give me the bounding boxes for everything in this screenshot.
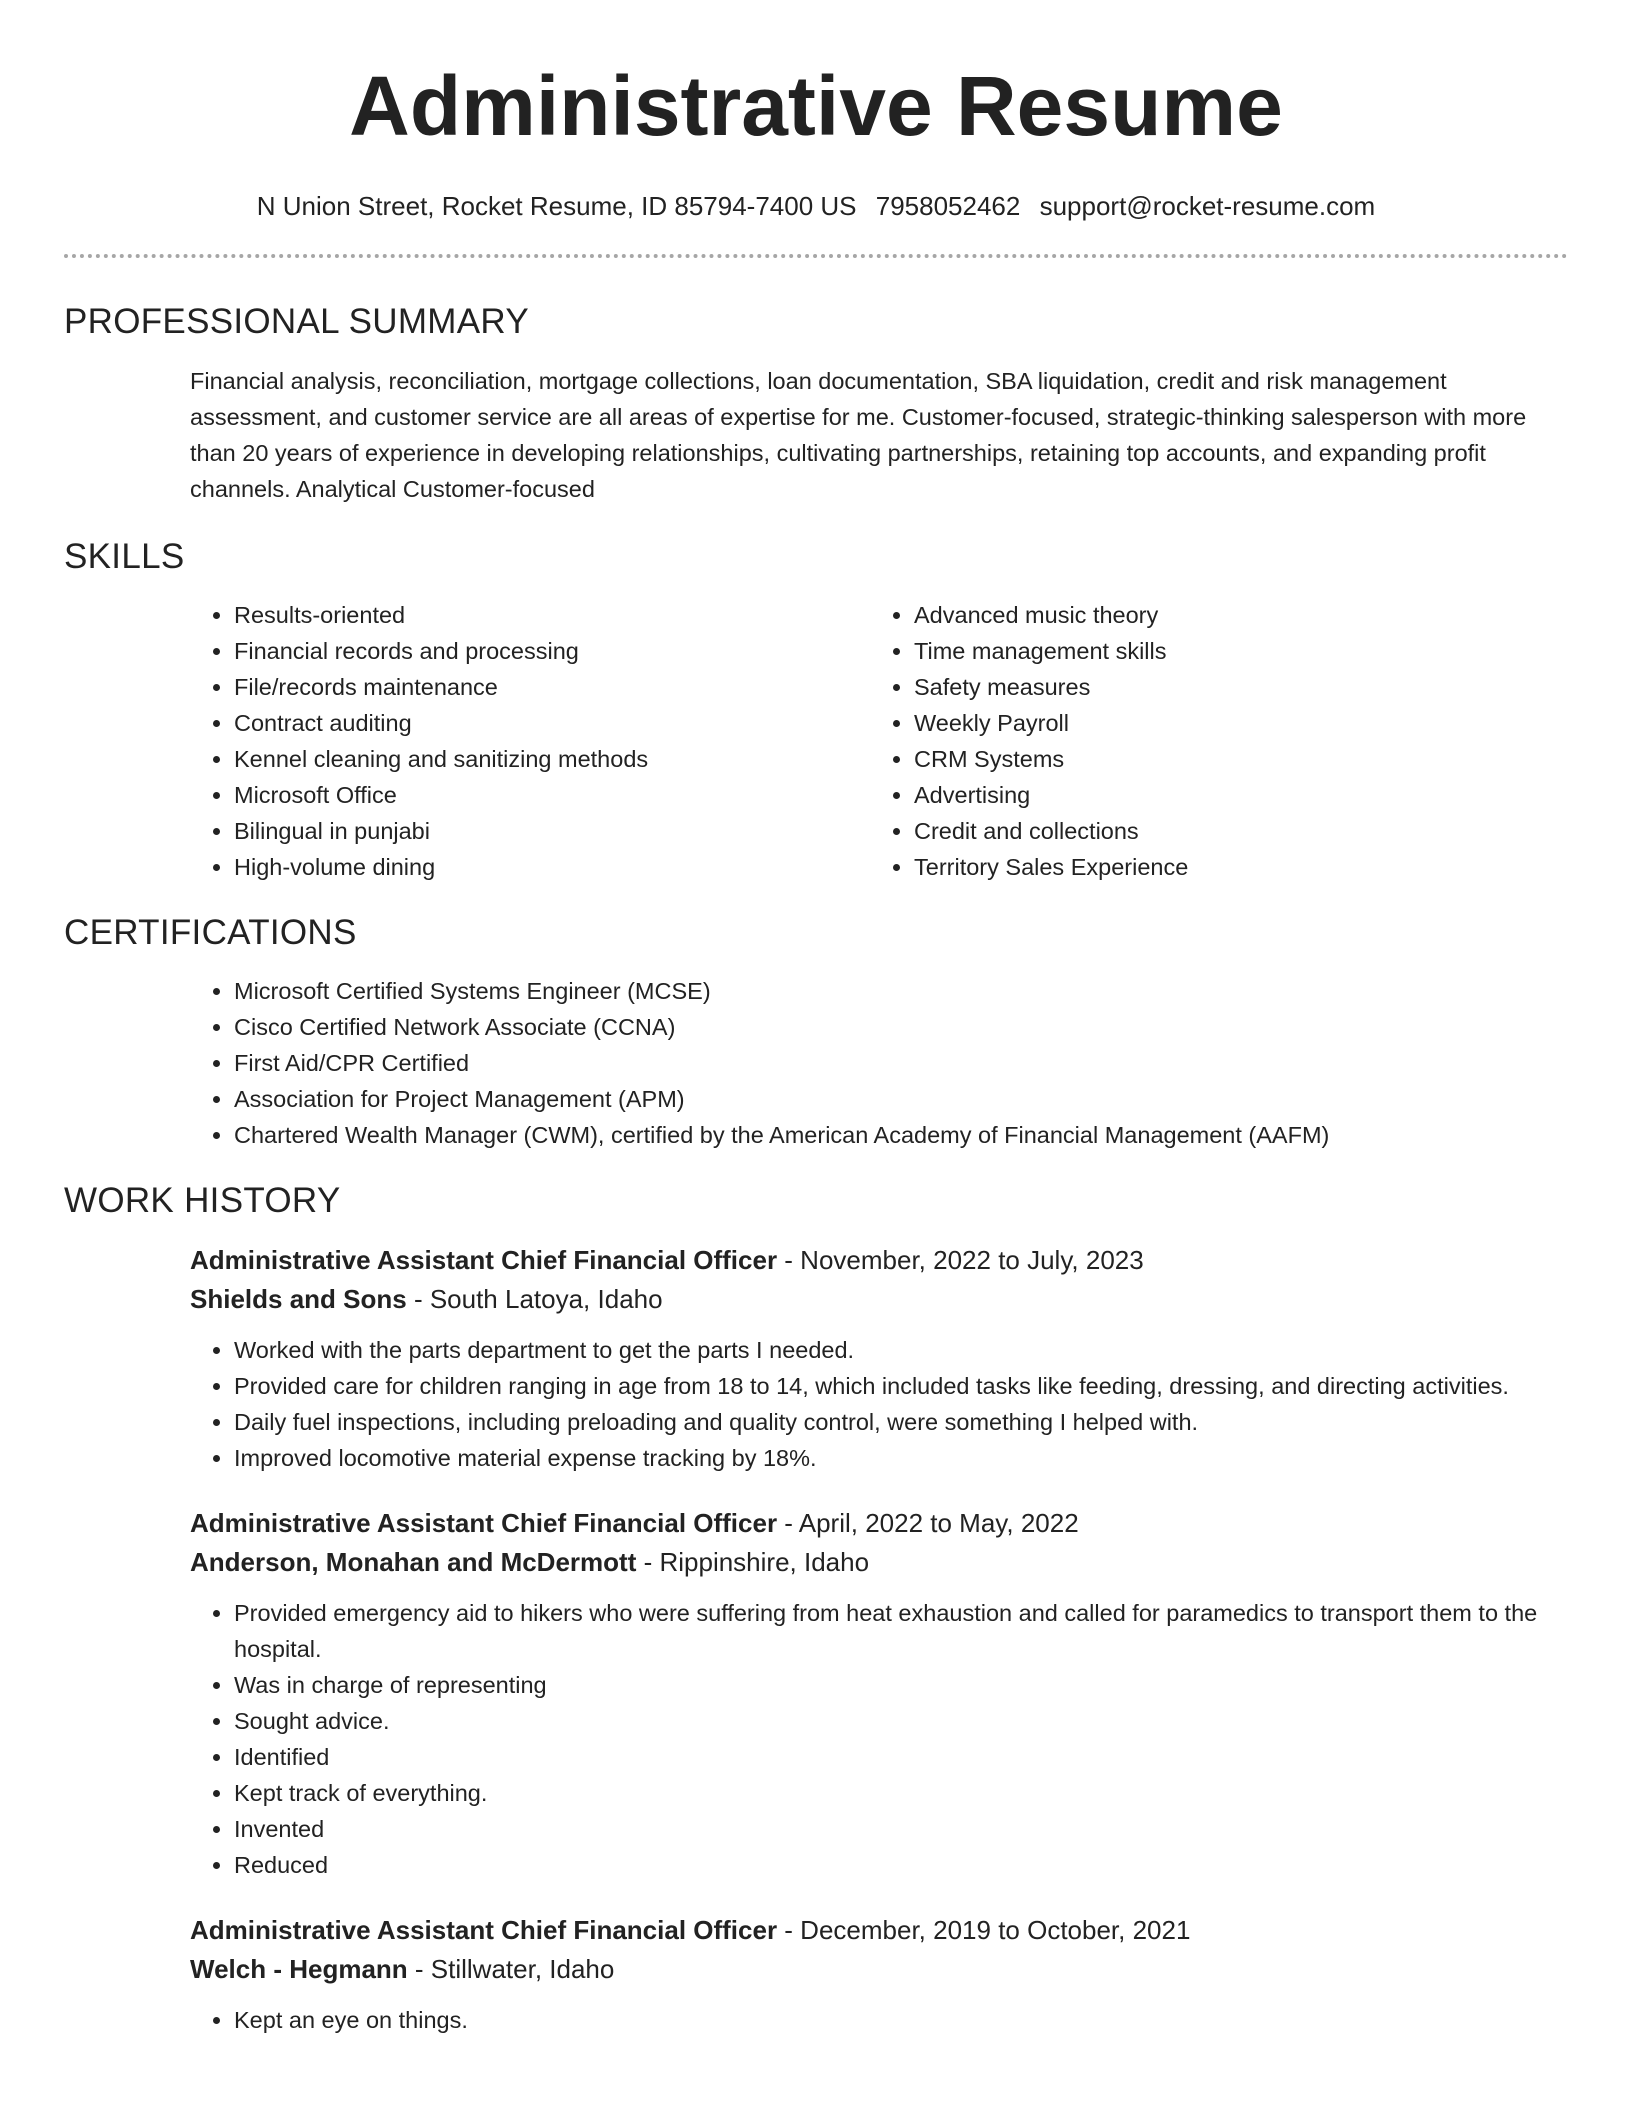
certification-item: • Cisco Certified Network Associate (CCNA)	[234, 1009, 1568, 1045]
certifications-heading: CERTIFICATIONS	[64, 913, 357, 952]
contact-line	[64, 190, 1568, 222]
contact-email: support@rocket-resume.com	[1039, 191, 1376, 221]
skill-item: • Results-oriented	[234, 597, 870, 633]
job-duty: • Sought advice.	[234, 1703, 1568, 1739]
job-location: - South Latoya, Idaho	[406, 1284, 663, 1314]
job-company: Shields and Sons	[190, 1284, 407, 1314]
skill-item: • Credit and collections	[914, 813, 1568, 849]
skills-column-left	[190, 597, 870, 885]
job-company: Welch - Hegmann	[190, 1954, 408, 1984]
resume-title: Administrative Resume	[349, 59, 1283, 153]
skill-item: • Advanced music theory	[914, 597, 1568, 633]
job-company: Anderson, Monahan and McDermott	[190, 1547, 637, 1577]
skills-column-right	[870, 597, 1568, 885]
job-entry	[190, 1243, 1568, 1476]
work-history-heading: WORK HISTORY	[64, 1181, 341, 1220]
skill-item: • Safety measures	[914, 669, 1568, 705]
certifications-list	[190, 973, 1568, 1153]
skill-item: • File/records maintenance	[234, 669, 870, 705]
skill-item: • CRM Systems	[914, 741, 1568, 777]
job-title-line	[190, 1913, 1568, 1947]
certification-item: • Association for Project Management (APM)	[234, 1081, 1568, 1117]
job-title: Administrative Assistant Chief Financial Officer	[190, 1508, 778, 1538]
job-title: Administrative Assistant Chief Financial Officer	[190, 1245, 778, 1275]
job-company-line	[190, 1282, 1568, 1316]
skill-item: • Time management skills	[914, 633, 1568, 669]
job-duties-list	[190, 1595, 1568, 1883]
job-duty: • Kept track of everything.	[234, 1775, 1568, 1811]
certification-item: • Chartered Wealth Manager (CWM), certified by the American Academy of Financial Management (AAFM)	[234, 1117, 1568, 1153]
skill-item: • Kennel cleaning and sanitizing methods	[234, 741, 870, 777]
header-divider	[64, 254, 1568, 258]
skills-heading: SKILLS	[64, 537, 185, 576]
job-title-line	[190, 1243, 1568, 1277]
job-duty: • Worked with the parts department to get the parts I needed.	[234, 1332, 1568, 1368]
job-location: - Stillwater, Idaho	[407, 1954, 615, 1984]
skill-item: • High-volume dining	[234, 849, 870, 885]
job-duty: • Invented	[234, 1811, 1568, 1847]
skills-list	[190, 597, 1568, 885]
job-duties-list	[190, 1332, 1568, 1476]
job-duty: • Kept an eye on things.	[234, 2002, 1568, 2038]
job-company-line	[190, 1952, 1568, 1986]
job-duty: • Provided care for children ranging in age from 18 to 14, which included tasks like feeding, dressing, and directing activities.	[234, 1368, 1568, 1404]
certification-item: • First Aid/CPR Certified	[234, 1045, 1568, 1081]
summary-text: Financial analysis, reconciliation, mortgage collections, loan documentation, SBA liquidation, credit and risk management assessment, and customer service are all areas of expertise for me. Customer-focused, strategic-thinking salesperson with more than 20 years of experience in developing relationships, cultivating partnerships, retaining top accounts, and expanding profit channels. Analytical Customer-focused	[190, 368, 1527, 502]
skill-item: • Microsoft Office	[234, 777, 870, 813]
job-title: Administrative Assistant Chief Financial Officer	[190, 1915, 778, 1945]
contact-address: N Union Street, Rocket Resume, ID 85794-7400 US	[256, 191, 857, 221]
skill-item: • Bilingual in punjabi	[234, 813, 870, 849]
contact-phone: 7958052462	[875, 191, 1021, 221]
job-entry	[190, 1913, 1568, 2038]
certification-item: • Microsoft Certified Systems Engineer (MCSE)	[234, 973, 1568, 1009]
skill-item: • Contract auditing	[234, 705, 870, 741]
job-duty: • Identified	[234, 1739, 1568, 1775]
skill-item: • Advertising	[914, 777, 1568, 813]
job-company-line	[190, 1545, 1568, 1579]
job-dates: - April, 2022 to May, 2022	[777, 1508, 1079, 1538]
summary-heading: PROFESSIONAL SUMMARY	[64, 302, 529, 341]
job-duties-list	[190, 2002, 1568, 2038]
job-title-line	[190, 1506, 1568, 1540]
certifications-section	[190, 973, 1568, 1153]
skill-item: • Financial records and processing	[234, 633, 870, 669]
job-duty: • Improved locomotive material expense tracking by 18%.	[234, 1440, 1568, 1476]
job-duty: • Provided emergency aid to hikers who were suffering from heat exhaustion and called for paramedics to transport them to the hospital.	[234, 1595, 1568, 1667]
skill-item: • Weekly Payroll	[914, 705, 1568, 741]
job-duty: • Daily fuel inspections, including preloading and quality control, were something I helped with.	[234, 1404, 1568, 1440]
job-entry	[190, 1506, 1568, 1883]
job-duty: • Was in charge of representing	[234, 1667, 1568, 1703]
job-location: - Rippinshire, Idaho	[636, 1547, 870, 1577]
skill-item: • Territory Sales Experience	[914, 849, 1568, 885]
job-dates: - November, 2022 to July, 2023	[777, 1245, 1144, 1275]
job-duty: • Reduced	[234, 1847, 1568, 1883]
job-dates: - December, 2019 to October, 2021	[777, 1915, 1191, 1945]
